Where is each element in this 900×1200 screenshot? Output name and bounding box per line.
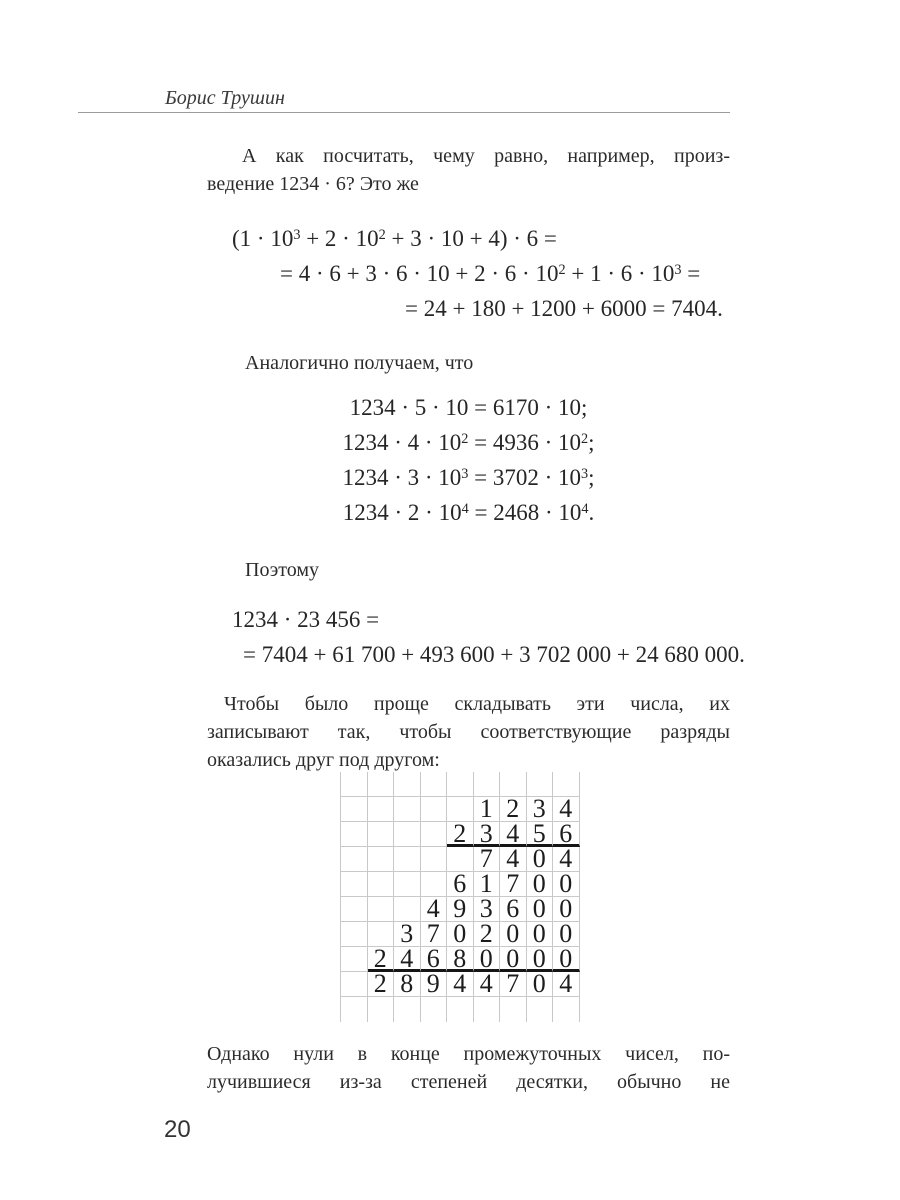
equation-block-sum <box>207 602 745 672</box>
paragraph-intro <box>207 142 730 198</box>
page-number: 20 <box>164 1116 191 1143</box>
grid-digit-cell: 2 <box>447 822 474 847</box>
grid-empty-cell <box>394 872 421 897</box>
grid-digit-cell: 0 <box>553 922 580 947</box>
header-rule <box>78 112 730 113</box>
grid-digit-cell: 4 <box>500 822 527 847</box>
grid-empty-cell <box>368 822 395 847</box>
grid-empty-cell <box>341 972 368 997</box>
grid-digit-cell: 2 <box>474 922 501 947</box>
grid-digit-cell: 4 <box>474 972 501 997</box>
grid-digit-cell: 1 <box>474 797 501 822</box>
grid-digit-cell: 6 <box>553 822 580 847</box>
grid-digit-cell: 4 <box>447 972 474 997</box>
grid-empty-cell <box>341 797 368 822</box>
grid-digit-cell: 0 <box>527 947 554 972</box>
grid-digit-cell: 0 <box>527 847 554 872</box>
grid-empty-cell <box>500 997 527 1022</box>
paragraph-line: Однако нули в конце промежуточных чисел, по- <box>207 1043 730 1065</box>
grid-empty-cell <box>368 797 395 822</box>
grid-empty-cell <box>394 997 421 1022</box>
grid-digit-cell: 0 <box>553 872 580 897</box>
grid-digit-cell: 9 <box>447 897 474 922</box>
grid-digit-cell: 0 <box>553 897 580 922</box>
grid-digit-cell: 4 <box>553 972 580 997</box>
grid-digit-cell: 9 <box>421 972 448 997</box>
grid-empty-cell <box>368 772 395 797</box>
grid-empty-cell <box>527 997 554 1022</box>
grid-digit-cell: 0 <box>527 972 554 997</box>
grid-digit-cell: 0 <box>527 872 554 897</box>
grid-digit-cell: 3 <box>474 822 501 847</box>
paragraph-line: Аналогично получаем, что <box>245 352 474 374</box>
grid-digit-cell: 2 <box>368 972 395 997</box>
grid-digit-cell: 3 <box>527 797 554 822</box>
equation-line: $1234 \cdot 3 \cdot 10^3 = 3702 \cdot 10^3$; <box>342 465 595 490</box>
grid-row <box>341 969 580 998</box>
paragraph-line: записывают так, чтобы соответствующие разряды <box>207 721 730 743</box>
grid-digit-cell: 0 <box>474 947 501 972</box>
grid-empty-cell <box>421 822 448 847</box>
grid-empty-cell <box>368 997 395 1022</box>
equation-line: $1234 \cdot 4 \cdot 10^2 = 4936 \cdot 10^2$; <box>342 430 595 455</box>
grid-empty-cell <box>553 997 580 1022</box>
grid-digit-cell: 8 <box>394 972 421 997</box>
grid-empty-cell <box>394 797 421 822</box>
grid-empty-cell <box>421 997 448 1022</box>
grid-digit-cell: 6 <box>421 947 448 972</box>
grid-empty-cell <box>421 797 448 822</box>
grid-empty-cell <box>421 847 448 872</box>
grid-digit-cell: 6 <box>500 897 527 922</box>
paragraph-line: лучившиеся из-за степеней десятки, обычно не <box>207 1071 730 1093</box>
grid-digit-cell: 0 <box>527 922 554 947</box>
equation-line: $1234 \cdot 2 \cdot 10^4 = 2468 \cdot 10^4$. <box>342 500 595 525</box>
grid-digit-cell: 5 <box>527 822 554 847</box>
grid-digit-cell: 7 <box>421 922 448 947</box>
grid-digit-cell: 4 <box>394 947 421 972</box>
grid-empty-cell <box>394 822 421 847</box>
grid-digit-cell: 3 <box>474 897 501 922</box>
equation-line: = 24 + 180 + 1200 + 6000 = 7404. <box>405 296 723 321</box>
equation-line: 1234 · 23 456 = <box>232 607 380 632</box>
grid-empty-cell <box>341 847 368 872</box>
equation-line: 1234 · 5 · 10 = 6170 · 10; <box>349 395 588 420</box>
grid-digit-cell: 7 <box>474 847 501 872</box>
grid-empty-cell <box>447 997 474 1022</box>
paragraph-line: А как посчитать, чему равно, например, произ- <box>242 145 730 167</box>
grid-digit-cell: 0 <box>500 947 527 972</box>
paragraph-line: ведение 1234 · 6? Это же <box>207 173 419 195</box>
grid-empty-cell <box>394 847 421 872</box>
grid-digit-cell: 2 <box>500 797 527 822</box>
grid-empty-cell <box>341 772 368 797</box>
equation-line: = 7404 + 61 700 + 493 600 + 3 702 000 + 24 680 000. <box>243 642 745 667</box>
equation-block-expansion <box>207 221 730 326</box>
grid-digit-cell: 6 <box>447 872 474 897</box>
grid-digit-cell: 0 <box>447 922 474 947</box>
grid-empty-cell <box>341 947 368 972</box>
paragraph-column-intro <box>207 690 730 774</box>
running-header-author: Борис Трушин <box>165 87 285 109</box>
paragraph-line: Чтобы было проще складывать эти числа, их <box>224 693 730 715</box>
grid-digit-cell: 8 <box>447 947 474 972</box>
grid-empty-cell <box>421 772 448 797</box>
multiplication-grid <box>340 772 580 1022</box>
grid-empty-cell <box>341 822 368 847</box>
grid-digit-cell: 2 <box>368 947 395 972</box>
grid-empty-cell <box>368 847 395 872</box>
grid-digit-cell: 4 <box>500 847 527 872</box>
grid-empty-cell <box>341 997 368 1022</box>
grid-digit-cell: 0 <box>527 897 554 922</box>
grid-empty-cell <box>447 772 474 797</box>
grid-digit-cell: 4 <box>553 847 580 872</box>
grid-empty-cell <box>368 872 395 897</box>
equation-line: $(1 \cdot 10^3 + 2 \cdot 10^2 + 3 \cdot 10 + 4) \cdot 6$ = <box>232 226 557 251</box>
grid-row <box>341 997 580 1022</box>
grid-empty-cell <box>368 897 395 922</box>
grid-digit-cell: 1 <box>474 872 501 897</box>
paragraph-line: оказались друг под другом: <box>207 749 440 771</box>
paragraph-line: Поэтому <box>245 559 320 581</box>
equation-block-partials <box>207 390 730 530</box>
grid-digit-cell: 0 <box>553 947 580 972</box>
grid-empty-cell <box>341 922 368 947</box>
grid-empty-cell <box>341 897 368 922</box>
grid-empty-cell <box>394 772 421 797</box>
grid-empty-cell <box>341 872 368 897</box>
grid-digit-cell: 7 <box>500 872 527 897</box>
paragraph-however <box>207 1040 730 1096</box>
grid-digit-cell: 3 <box>394 922 421 947</box>
equation-line: = $4 \cdot 6 + 3 \cdot 6 \cdot 10 + 2 \cdot 6 \cdot 10^2 + 1 \cdot 6 \cdot 10^3$ = <box>280 261 701 286</box>
grid-digit-cell: 0 <box>500 922 527 947</box>
paragraph-therefore <box>207 556 730 584</box>
grid-digit-cell: 4 <box>421 897 448 922</box>
grid-digit-cell: 7 <box>500 972 527 997</box>
paragraph-analogично <box>207 349 730 377</box>
grid-empty-cell <box>474 997 501 1022</box>
grid-digit-cell: 4 <box>553 797 580 822</box>
